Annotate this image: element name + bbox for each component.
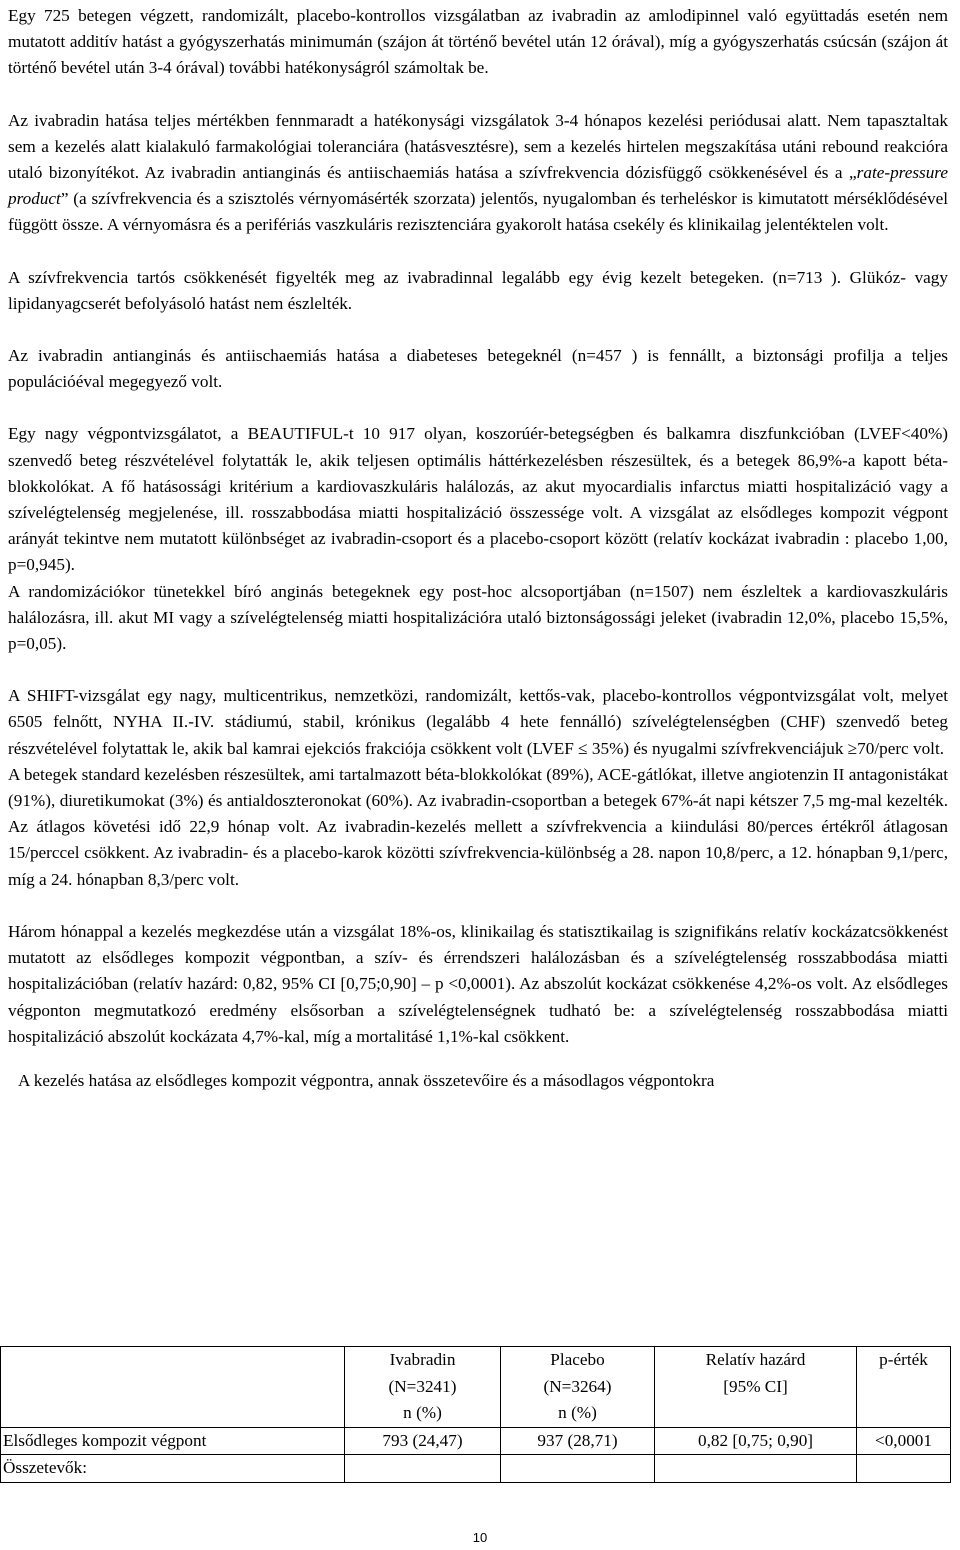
table-cell-placebo: 937 (28,71) [501, 1427, 655, 1455]
table-cell-label: Összetevők: [1, 1455, 345, 1483]
paragraph-shift-treatment: A betegek standard kezelésben részesültek, ami tartalmazott béta-blokkolókat (89%), ACE-gátlókat, illetve angiotenzin II antagonistákat (91%), diuretikumokat (3%) és antialdoszteronokat (60%). Az ivabradin-csoportban a betegek 67%-át napi kétszer 7,5 mg-mal kezelték. Az átlagos követési idő 22,9 hónap volt. Az ivabradin-kezelés mellett a szívfrekvencia a kiindulási 80/perces értékről átlagosan 15/perccel csökkent. Az ivabradin- és a placebo-karok közötti szívfrekvencia-különbség a 28. napon 10,8/perc, a 12. hónapban 9,1/perc, míg a 24. hónapban 8,3/perc volt. [8, 764, 948, 889]
table-header-ivabradin: Ivabradin (N=3241) n (%) [345, 1347, 501, 1428]
table-cell-ivabradin [345, 1455, 501, 1483]
table-header-empty [1, 1347, 345, 1428]
table-cell-hazard-ratio [655, 1455, 857, 1483]
table-cell-placebo [501, 1455, 655, 1483]
table-cell-p-value [857, 1455, 951, 1483]
paragraph-text: ” (a szívfrekvencia és a szisztolés vérnyomásérték szorzata) jelentős, nyugalomban és terheléskor is kimutatott mérséklődésével függött össze. A vérnyomásra és a perifériás vaszkuláris rezisztenciára gyakorolt hatása csekély és klinikailag jelentéktelen volt. [8, 189, 948, 235]
table-header-p-value: p-érték [857, 1347, 951, 1428]
paragraph-shift-study: A SHIFT-vizsgálat egy nagy, multicentrikus, nemzetközi, randomizált, kettős-vak, placebo-kontrollos végpontvizsgálat volt, melyet 6505 felnőtt, NYHA II.-IV. stádiumú, stabil, krónikus (legalább 4 hete fennálló) szívelégtelenségben (CHF) szenvedő beteg részvételével folytattak le, akik bal kamrai ejekciós frakciója csökkent volt (LVEF ≤ 35%) és nyugalmi szívfrekvenciájuk ≥70/perc volt. [8, 686, 948, 758]
table-cell-p-value: <0,0001 [857, 1427, 951, 1455]
document-body [8, 3, 948, 1094]
paragraph-amlodipine: Egy 725 betegen végzett, randomizált, placebo-kontrollos vizsgálatban az ivabradin az amlodipinnel való együttadás esetén nem mutatott additív hatást a gyógyszerhatás minimumán (szájon át történő bevétel után 12 órával), míg a gyógyszerhatás csúcsán (szájon át történő bevétel után 3-4 órával) további hatékonyságról számoltak be. [8, 6, 948, 78]
table-header-row [1, 1347, 951, 1428]
paragraph-text: Az ivabradin hatása teljes mértékben fennmaradt a hatékonysági vizsgálatok 3-4 hónapos kezelési periódusai alatt. Nem tapasztaltak sem a kezelés alatt kialakuló farmakológiai toleranciára (hatásvesztésre), sem a kezelés hirtelen megszakítása utáni rebound reakcióra utaló bizonyítékot. Az ivabradin antianginás és antiischaemiás hatása a szívfrekvencia dózisfüggő csökkenésével és a „ [8, 110, 948, 183]
results-table [0, 1346, 951, 1483]
page-number: 10 [472, 1530, 488, 1545]
italic-term: rate-pressure product [8, 163, 948, 209]
paragraph-heart-rate-reduction: A szívfrekvencia tartós csökkenését figyelték meg az ivabradinnal legalább egy évig kezelt betegeken. (n=713 ). Glükóz- vagy lipidanyagcserét befolyásoló hatást nem észlelték. [8, 267, 948, 313]
table-cell-hazard-ratio: 0,82 [0,75; 0,90] [655, 1427, 857, 1455]
paragraph-shift-results: Három hónappal a kezelés megkezdése után a vizsgálat 18%-os, klinikailag és statisztikailag is szignifikáns relatív kockázatcsökkenést mutatott az elsődleges kompozit végpontban, a szív- és érrendszeri halálozásban és a szívelégtelenség rosszabbodása miatti hospitalizációban (relatív hazárd: 0,82, 95% CI [0,75;0,90] – p <0,0001). Az abszolút kockázat csökkenése 4,2%-os volt. Az elsődleges végponton megmutatkozó eredmény elsősorban a szívelégtelenségnek tudható be: a szívelégtelenség rosszabbodása miatti hospitalizáció abszolút kockázata 4,7%-kal, míg a mortalitásé 1,1%-kal csökkent. [8, 921, 948, 1046]
paragraph-diabetes: Az ivabradin antianginás és antiischaemiás hatása a diabeteses betegeknél (n=457 ) is fennállt, a biztonsági profilja a teljes populációéval megegyező volt. [8, 346, 948, 392]
paragraph-efficacy-maintained [8, 108, 948, 239]
table-row [1, 1427, 951, 1455]
table-cell-label: Elsődleges kompozit végpont [1, 1427, 345, 1455]
table-caption: A kezelés hatása az elsődleges kompozit végpontra, annak összetevőire és a másodlagos végpontokra [18, 1070, 715, 1090]
table-row [1, 1455, 951, 1483]
table-header-placebo: Placebo (N=3264) n (%) [501, 1347, 655, 1428]
paragraph-beautiful-subgroup: A randomizációkor tünetekkel bíró anginás betegeknek egy post-hoc alcsoportjában (n=1507) nem észleltek a kardiovaszkuláris halálozásra, ill. akut MI vagy a szívelégtelenség miatti hospitalizációra utaló biztonságossági jeleket (ivabradin 12,0%, placebo 15,5%, p=0,05). [8, 581, 948, 654]
table-header-hazard-ratio: Relatív hazárd [95% CI] [655, 1347, 857, 1428]
table-cell-ivabradin: 793 (24,47) [345, 1427, 501, 1455]
paragraph-beautiful-study: Egy nagy végpontvizsgálatot, a BEAUTIFUL-t 10 917 olyan, koszorúér-betegségben és balkamra diszfunkcióban (LVEF<40%) szenvedő beteg részvételével folytatták le, akik teljesen optimális háttérkezelésben részesültek, és a betegek 86,9%-a kapott béta-blokkolókat. A fő hatásossági kritérium a kardiovaszkuláris halálozás, az akut myocardialis infarctus miatti hospitalizáció vagy a szívelégtelenség megjelenése, ill. rosszabbodása miatti hospitalizáció összessége volt. A vizsgálat az elsődleges kompozit végpont arányát tekintve nem mutatott különbséget az ivabradin-csoport és a placebo-csoport között (relatív kockázat ivabradin : placebo 1,00, p=0,945). [8, 424, 948, 575]
